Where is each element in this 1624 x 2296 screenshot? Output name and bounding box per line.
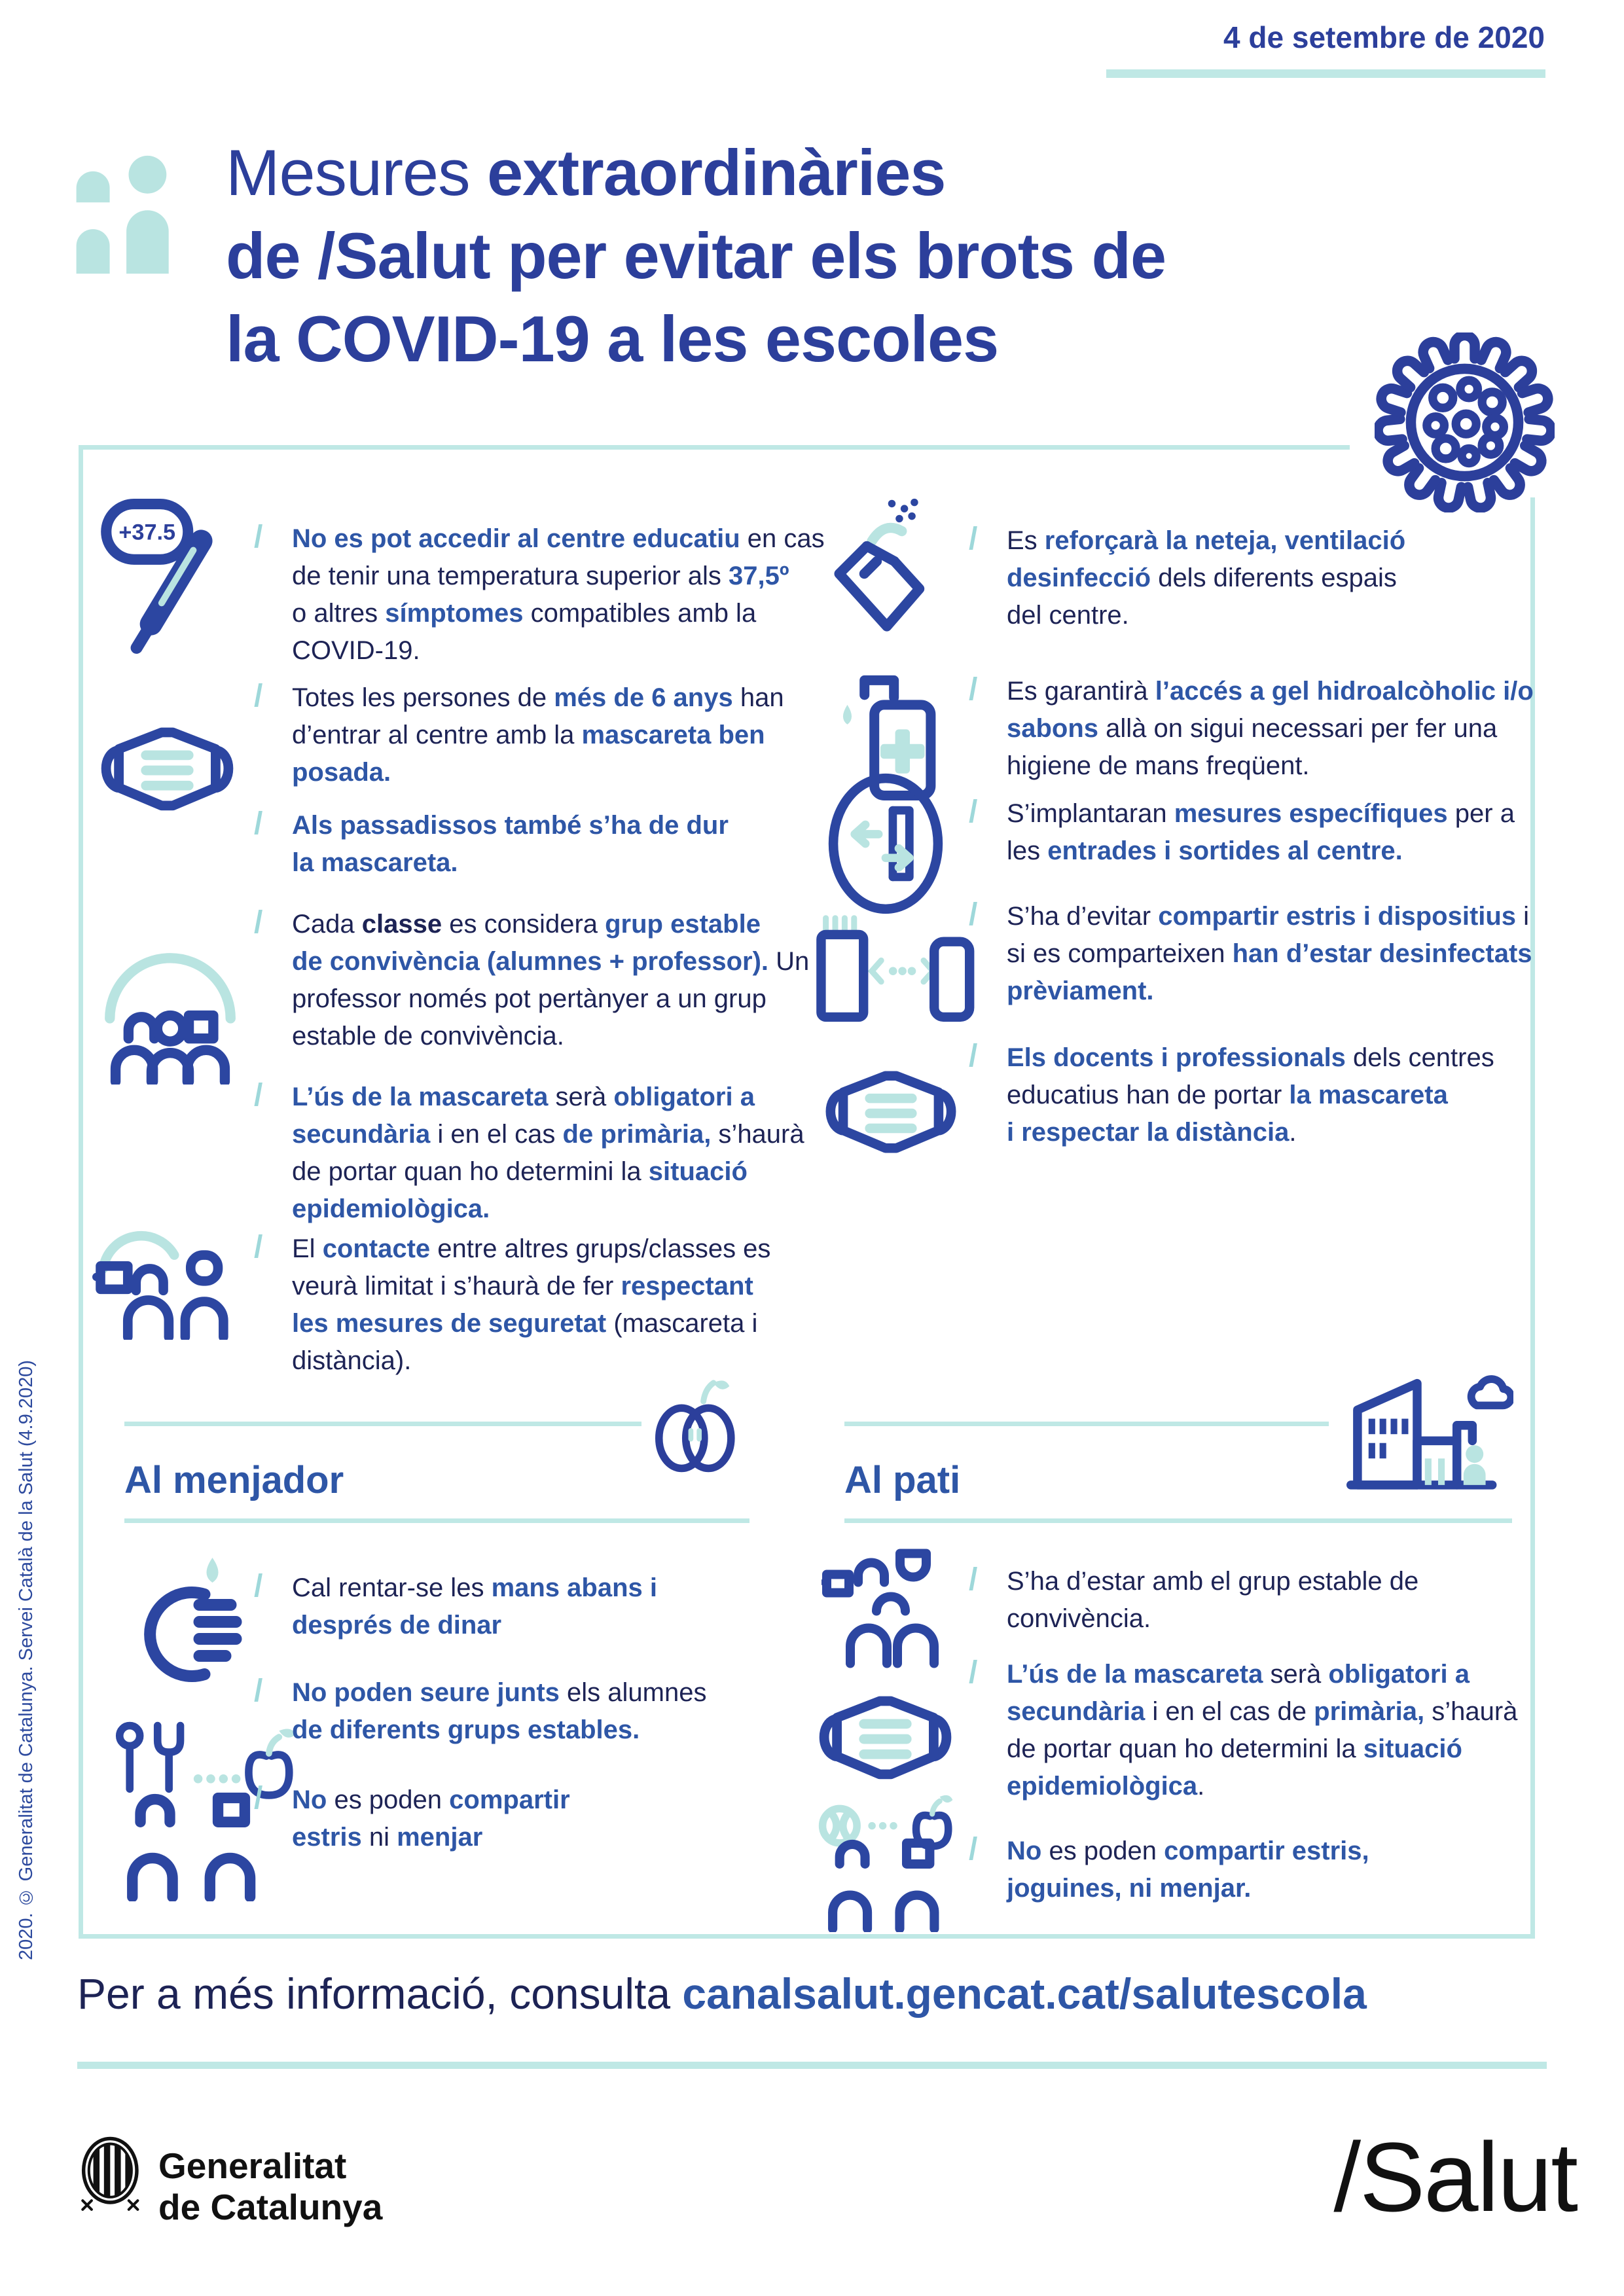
measure-item [969,1833,1369,1907]
slash-bullet: / [254,1781,263,1816]
class-group-icon [98,952,242,1085]
pati-mask-icon [815,1689,956,1788]
slash-bullet: / [969,1562,978,1597]
measure-text: L’ús de la mascareta serà obligatori a secundària i en el cas de primària, s’haurà de portar quan ho determini la situació epidemiològica. [1007,1660,1518,1801]
slash-bullet: / [254,1674,263,1708]
contact-people-icon [92,1214,250,1340]
school-building-icon [1342,1368,1513,1495]
measure-text: No es pot accedir al centre educatiu en cas de tenir una temperatura superior als 37,5º o altres símptomes compatibles amb la COVID-19. [292,524,825,665]
thermometer-badge-label: +37.5 [118,520,176,545]
measure-text: No es poden compartir estris, joguines, ni menjar. [1007,1837,1369,1903]
slash-bullet: / [969,795,978,829]
measure-item [254,520,825,670]
measure-text: Cada classe es considera grup estable de convivència (alumnes + professor). Un professor només pot pertànyer a un grup estable de convivència. [292,910,810,1050]
menjador-line-bottom [124,1518,749,1523]
footer-text-segments[interactable]: Per a més informació, consulta canalsalut.gencat.cat/salutescola [77,1969,1367,2018]
stable-group-icon [821,1541,972,1669]
measure-item [969,898,1532,1010]
slash-bullet: / [254,905,263,940]
date-label: 4 de setembre de 2020 [1223,20,1545,54]
teacher-mask-icon [821,1064,960,1162]
measure-text: No es poden compartir estris ni menjar [292,1785,570,1852]
slash-bullet: / [969,1039,978,1073]
measure-text: Els docents i professionals dels centres educatius han de portar la mascareta i respectar la distància. [1007,1043,1494,1147]
slash-bullet: / [254,1569,263,1604]
date-underline [1106,69,1545,78]
section-title-pati: Al pati [844,1459,961,1501]
measure-item [254,679,784,791]
students-pair-icon [823,1834,961,1932]
generalitat-logo-text [158,2145,382,2228]
pati-line-bottom [844,1518,1512,1523]
spray-disinfect-icon [821,496,947,640]
thermometer-icon [98,496,237,661]
measure-text: S’ha d’estar amb el grup estable de convivència. [1007,1567,1419,1633]
measure-text: L’ús de la mascareta serà obligatori a secundària i en el cas de primària, s’haurà de portar quan ho determini la situació epidemiològica. [292,1083,804,1223]
measure-text: S’ha d’evitar compartir estris i dispositius i si es comparteixen han d’estar desinfectats prèviament. [1007,902,1532,1005]
face-mask-icon [97,720,238,819]
measure-item [254,1230,770,1380]
measure-item [254,807,729,882]
measure-item [254,1782,570,1856]
slash-bullet: / [254,806,263,841]
menjador-line-top [124,1422,641,1426]
slash-bullet: / [254,520,263,554]
frame-top [79,445,1350,450]
people-silhouette-icon [67,152,179,278]
measure-item [254,906,809,1055]
measure-item [969,1039,1494,1151]
coronavirus-icon [1375,332,1555,512]
page-title: Mesures extraordinàries de /Salut per evitar els brots de la COVID-19 a les escoles [226,136,1166,375]
shared-devices-icon [812,913,977,1026]
measure-text: Totes les persones de més de 6 anys han d’entrar al centre amb la mascareta ben posada. [292,683,784,787]
generalitat-logo-line1: Generalitat [158,2145,347,2186]
measure-text: El contacte entre altres grups/classes es veurà limitat i s’haurà de fer respectant les mesures de seguretat (mascareta i distància). [292,1234,771,1375]
measure-text: Als passadissos també s’ha de dur la mascareta. [292,811,729,877]
copyright-credit: 2020. © Generalitat de Catalunya. Servei Català de la Salut (4.9.2020) [16,1359,37,1960]
measure-text: S’implantaran mesures específiques per a les entrades i sortides al centre. [1007,799,1515,865]
frame-bottom [79,1934,1535,1939]
slash-bullet: / [969,522,978,556]
slash-bullet: / [254,679,263,713]
section-title-menjador: Al menjador [124,1459,344,1501]
generalitat-shield-icon [77,2135,144,2215]
slash-bullet: / [254,1078,263,1113]
measure-item [254,1674,707,1749]
measure-item [254,1079,804,1228]
apple-icon [645,1371,749,1476]
generalitat-logo-line2: de Catalunya [158,2187,383,2227]
salut-logo: /Salut [1333,2122,1577,2232]
measure-item [254,1570,657,1644]
frame-left [79,445,83,1939]
slash-bullet: / [969,897,978,932]
pati-line-top [844,1422,1329,1426]
footer-line [77,2062,1547,2069]
measure-item [969,1563,1418,1638]
slash-bullet: / [969,672,978,707]
measure-text: Es reforçarà la neteja, ventilació desinfecció dels diferents espais del centre. [1007,526,1406,630]
measure-item [969,673,1534,785]
measure-text: Cal rentar-se les mans abans i després de dinar [292,1573,657,1640]
measure-item [969,522,1405,634]
measure-item [969,1656,1517,1805]
slash-bullet: / [254,1230,263,1265]
measure-text: No poden seure junts els alumnes de diferents grups estables. [292,1678,707,1744]
measure-item [969,795,1515,870]
slash-bullet: / [969,1655,978,1690]
footer-info [77,1969,1367,2018]
entrance-exit-icon [826,772,945,915]
hand-washing-icon [124,1550,259,1687]
slash-bullet: / [969,1832,978,1867]
measure-text: Es garantirà l’accés a gel hidroalcòholic i/o sabons allà on sigui necessari per fer una higiene de mans freqüent. [1007,677,1534,780]
